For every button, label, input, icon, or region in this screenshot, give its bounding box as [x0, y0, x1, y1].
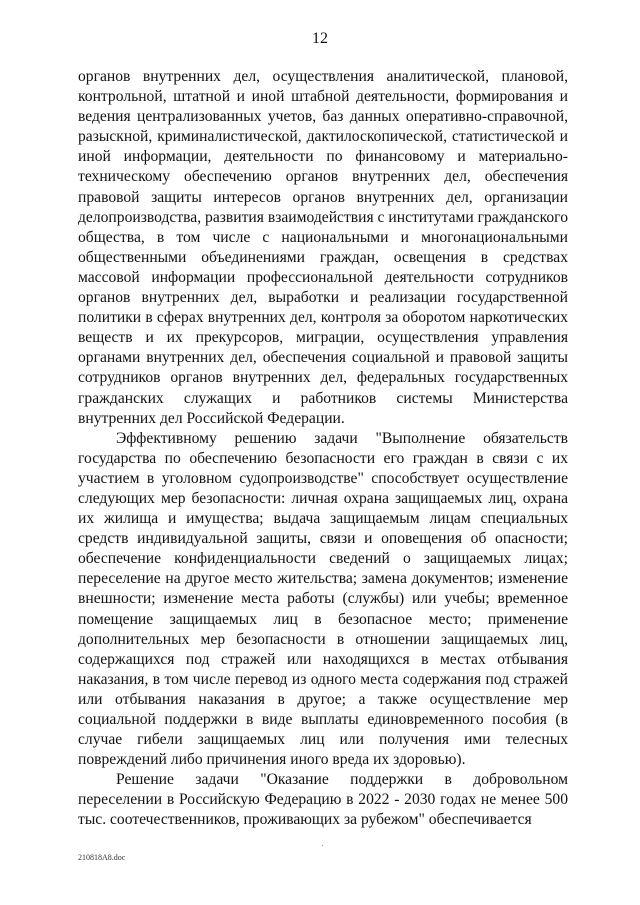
scan-artifact: [322, 845, 323, 846]
page-number: 12: [312, 30, 328, 47]
footer-file-code: 210818A8.doc: [78, 853, 126, 862]
paragraph-continuation: органов внутренних дел, осуществления аналитической, плановой, контрольной, штатной и иной штабной деятельности, формирования и ведения централизованных учетов, баз данных оперативно-справочной, разыскной, криминалистической, дактилоскопической, статистической и иной информации, деятельности по финансовому и материально-техническому обеспечению органов внутренних дел, обеспечения правовой защиты интересов органов внутренних дел, организации делопроизводства, развития взаимодействия с институтами гражданского общества, в том числе с национальными и многонациональными общественными объединениями граждан, освещения в средствах массовой информации профессиональной деятельности сотрудников органов внутренних дел, выработки и реализации государственной политики в сферах внутренних дел, контроля за оборотом наркотических веществ и их прекурсоров, миграции, осуществления управления органами внутренних дел, обеспечения социальной и правовой защиты сотрудников органов внутренних дел, федеральных государственных гражданских служащих и работников системы Министерства внутренних дел Российской Федерации.: [78, 68, 568, 427]
paragraph-witness-protection: Эффективному решению задачи "Выполнение обязательств государства по обеспечению безопасности его граждан в связи с их участием в уголовном судопроизводстве" способствует осуществление следующих мер безопасности: личная охрана защищаемых лиц, охрана их жилища и имущества; выдача защищаемым лицам специальных средств индивидуальной защиты, связи и оповещения об опасности; обеспечение конфиденциальности сведений о защищаемых лицах; переселение на другое место жительства; замена документов; изменение внешности; изменение места работы (службы) или учебы; временное помещение защищаемых лиц в безопасное место; применение дополнительных мер безопасности в отношении защищаемых лиц, содержащихся под стражей или находящихся в местах отбывания наказания, в том числе перевод из одного места содержания под стражей или отбывания наказания в другое; а также осуществление мер социальной поддержки в виде выплаты единовременного пособия (в случае гибели защищаемых лиц или получения ими телесных повреждений либо причинения иного вреда их здоровью).: [78, 429, 568, 769]
paragraph-resettlement: Решение задачи "Оказание поддержки в добровольном переселении в Российскую Федерацию в 2022 - 2030 годах не менее 500 тыс. соотечественников, проживающих за рубежом" обеспечивается: [78, 771, 568, 829]
document-body: [78, 67, 568, 831]
